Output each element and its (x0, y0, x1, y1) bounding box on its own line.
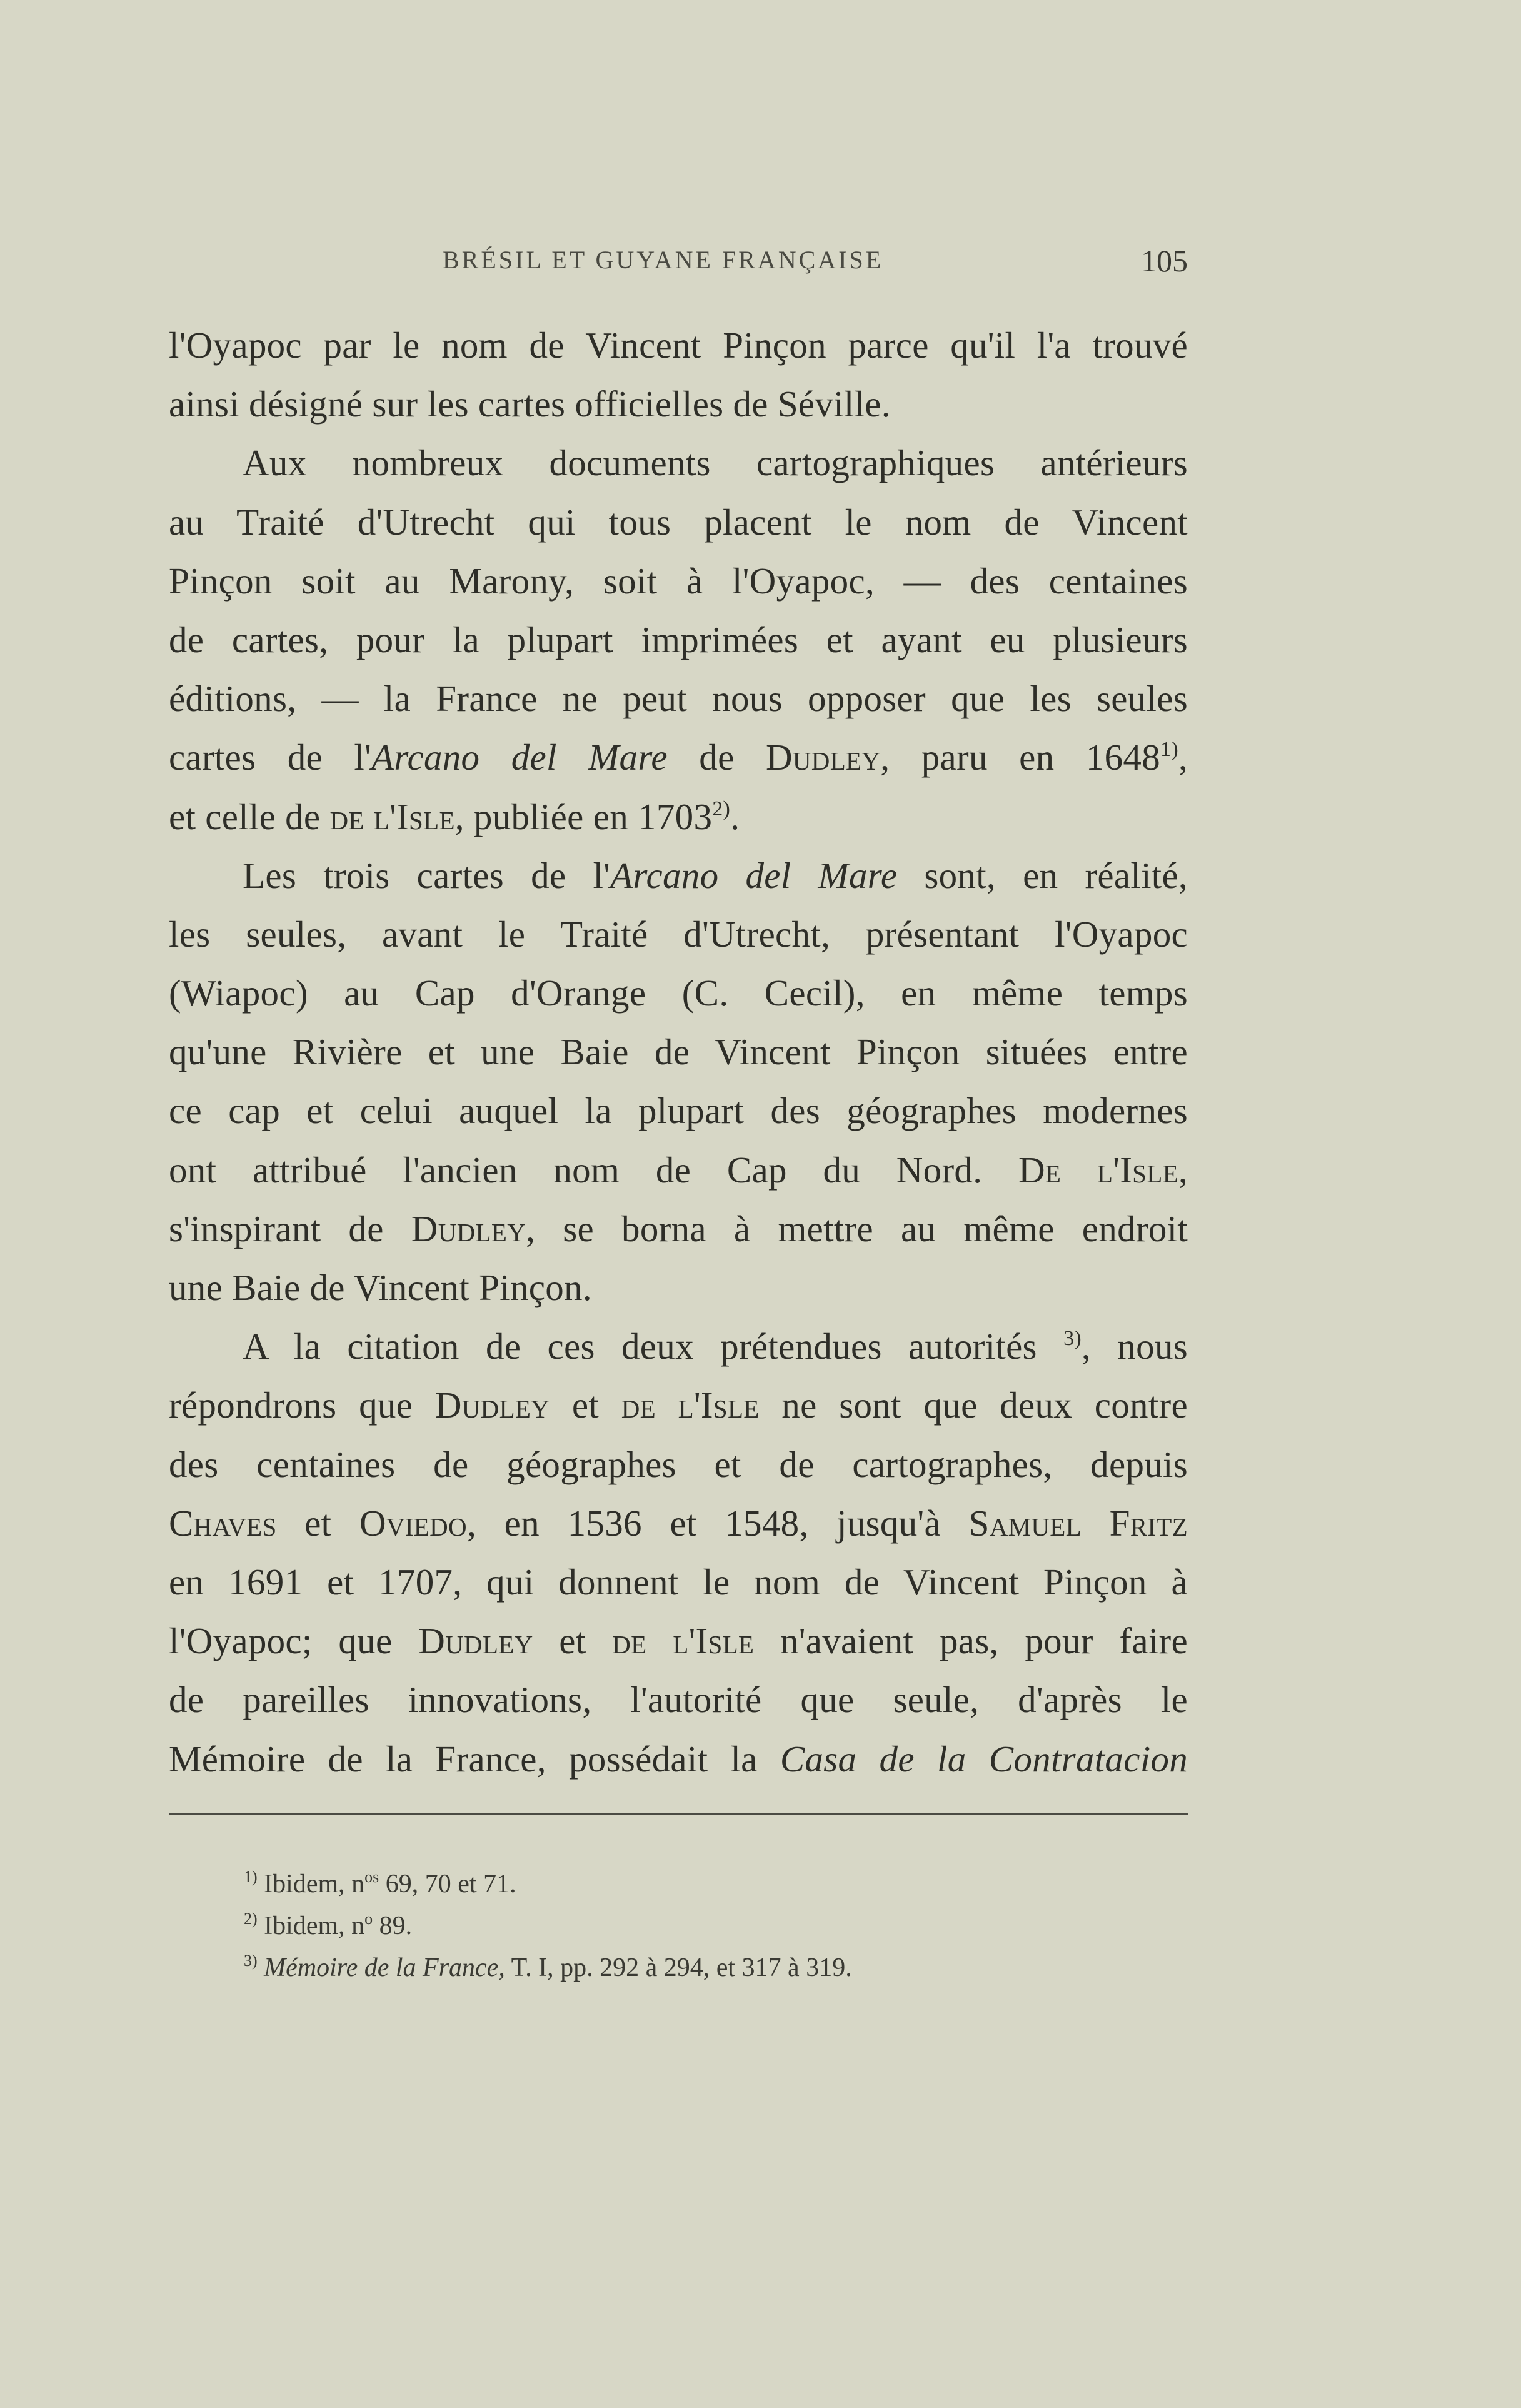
author-name: Dudley (765, 737, 881, 778)
work-title: Arcano del Mare (610, 854, 898, 896)
text-line: (Wiapoc) au Cap d'Orange (C. Cecil), en même temps (169, 972, 1188, 1014)
text-line: l'Oyapoc par le nom de Vincent Pinçon parce qu'il l'a trouvé (169, 325, 1188, 366)
text-line: qu'une Rivière et une Baie de Vincent Pinçon situées entre (169, 1031, 1188, 1073)
work-title: Arcano del Mare (371, 737, 668, 778)
footnote-2: $^{2)}$ Ibidem, $n^o$ 89. (244, 1910, 413, 1940)
footnote-mark: 3) (244, 1952, 258, 1970)
text-line: cartes de l'Arcano del Mare de Dudley, paru en 1648$^{1)}$, (169, 737, 1188, 778)
text-line: ont attribué l'ancien nom de Cap du Nord. De l'Isle, (169, 1149, 1188, 1191)
paragraph-start-line: Les trois cartes de l'Arcano del Mare sont, en réalité, (243, 854, 1188, 896)
author-name: Dudley (434, 1384, 550, 1426)
author-name: de l'Isle (329, 795, 455, 837)
text-line: Mémoire de la France, possédait la Casa de la Contratacion (169, 1738, 1188, 1780)
text-line: ce cap et celui auquel la plupart des géographes modernes (169, 1090, 1188, 1132)
text-line: des centaines de géographes et de cartographes, depuis (169, 1443, 1188, 1485)
text-line: éditions, — la France ne peut nous opposer que les seules (169, 678, 1188, 720)
author-name: de l'Isle (621, 1384, 760, 1426)
author-name: De l'Isle (1018, 1149, 1178, 1191)
page-number: 105 (1141, 243, 1188, 278)
paragraph-start-line: Aux nombreux documents cartographiques antérieurs (243, 442, 1188, 484)
footnote-ref: 2) (712, 797, 731, 820)
paragraph-start-line: A la citation de ces deux prétendues autorités $^{3)}$, nous (243, 1326, 1188, 1368)
footnote-ref: 1) (1160, 738, 1178, 762)
author-name: Dudley (418, 1620, 533, 1662)
text-line: et celle de de l'Isle, publiée en 1703$^{2)}$. (169, 795, 740, 837)
author-name: Dudley (411, 1207, 526, 1249)
text-line: Chaves et Oviedo, en 1536 et 1548, jusqu'à Samuel Fritz (169, 1502, 1188, 1544)
work-title: Mémoire de la France, (264, 1953, 505, 1982)
text-line: au Traité d'Utrecht qui tous placent le nom de Vincent (169, 501, 1188, 543)
footnote-mark: 1) (244, 1868, 258, 1886)
body-text (169, 316, 1188, 1788)
institution-name: Casa de la Contratacion (780, 1738, 1188, 1780)
footnote-ref: 3) (1063, 1327, 1082, 1351)
text-line: Pinçon soit au Marony, soit à l'Oyapoc, — des centaines (169, 560, 1188, 602)
text-line: les seules, avant le Traité d'Utrecht, présentant l'Oyapoc (169, 913, 1188, 955)
author-name: de l'Isle (612, 1620, 755, 1662)
footnote-separator (169, 1813, 1188, 1815)
text-line: de cartes, pour la plupart imprimées et ayant eu plusieurs (169, 618, 1188, 660)
text-line: répondrons que Dudley et de l'Isle ne sont que deux contre (169, 1384, 1188, 1426)
text-line: ainsi désigné sur les cartes officielles de Séville. (169, 383, 891, 425)
author-name: Chaves (169, 1502, 277, 1544)
footnotes (244, 1863, 1182, 1989)
footnote-3: $^{3)}$ Mémoire de la France, T. I, pp. 292 à 294, et 317 à 319. (244, 1952, 852, 1982)
running-title: BRÉSIL ET GUYANE FRANÇAISE (443, 246, 884, 274)
text-line: l'Oyapoc; que Dudley et de l'Isle n'avaient pas, pour faire (169, 1620, 1188, 1662)
page-header (169, 245, 1188, 283)
author-name: Samuel Fritz (968, 1502, 1188, 1544)
text-line: de pareilles innovations, l'autorité que seule, d'après le (169, 1679, 1188, 1721)
text-line: une Baie de Vincent Pinçon. (169, 1267, 592, 1308)
footnote-mark: 2) (244, 1910, 258, 1928)
footnote-1: $^{1)}$ Ibidem, $n^{os}$ 69, 70 et 71. (244, 1868, 516, 1898)
text-line: en 1691 et 1707, qui donnent le nom de Vincent Pinçon à (169, 1561, 1188, 1603)
text-line: s'inspirant de Dudley, se borna à mettre au même endroit (169, 1207, 1188, 1249)
author-name: Oviedo (359, 1502, 467, 1544)
